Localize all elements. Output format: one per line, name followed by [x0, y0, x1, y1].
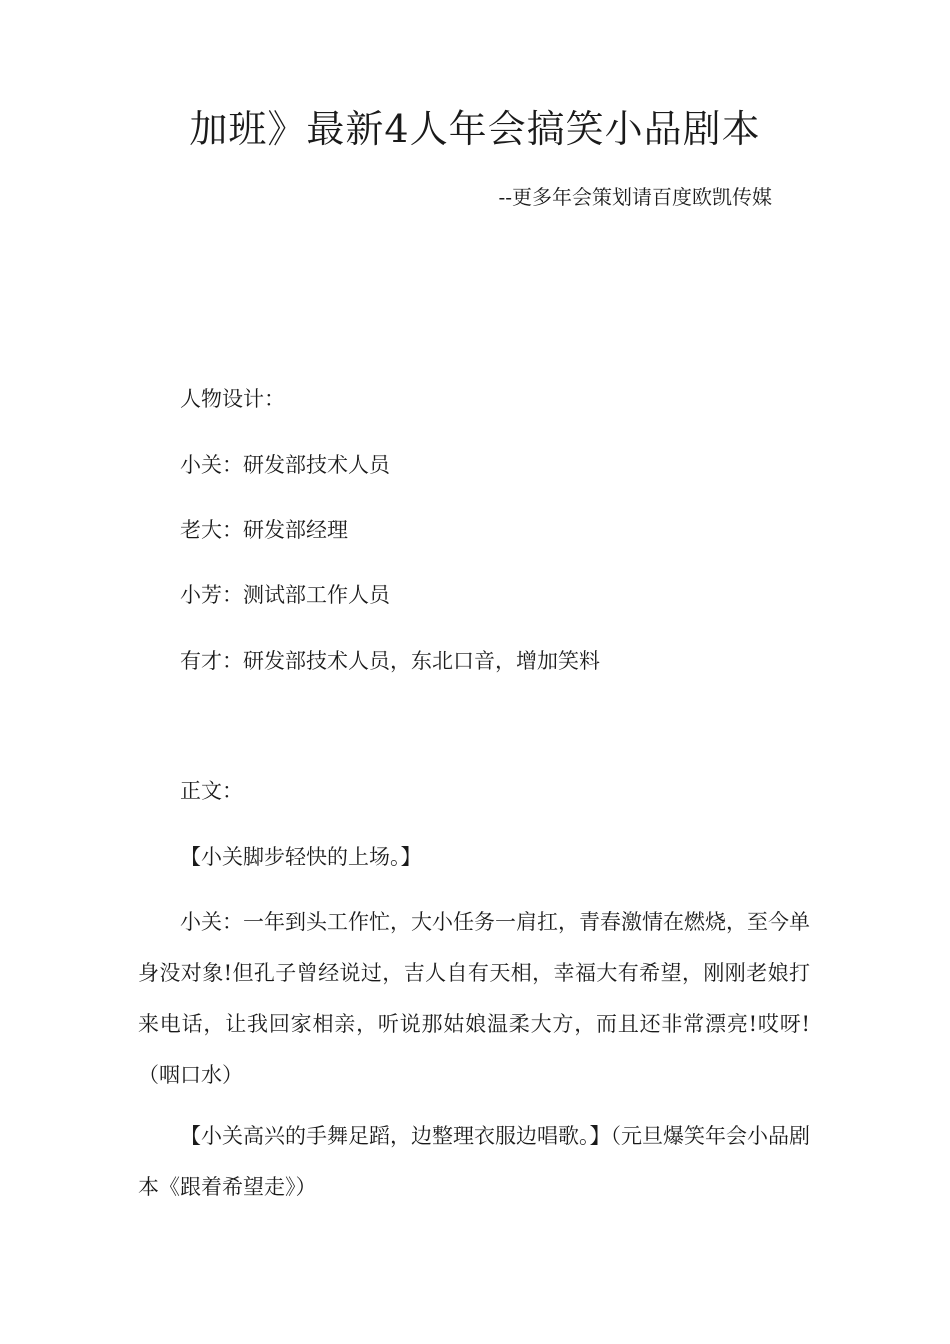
script-paragraph: 【小关高兴的手舞足蹈，边整理衣服边唱歌。】（元旦爆笑年会小品剧本《跟着希望走》） [138, 1124, 810, 1199]
document-title: 加班》最新4人年会搞笑小品剧本 [189, 107, 761, 151]
document-subtitle: --更多年会策划请百度欧凯传媒 [498, 185, 772, 209]
character-line: 小关：研发部技术人员 [180, 453, 390, 477]
body-heading: 正文： [180, 779, 243, 803]
script-paragraph: 小关：一年到头工作忙，大小任务一肩扛，青春激情在燃烧，至今单身没对象!但孔子曾经说过，吉人自有天相，幸福大有希望，刚刚老娘打来电话，让我回家相亲，听说那姑娘温柔大方，而且还非常漂亮!哎呀!（咽口水） [138, 910, 810, 1087]
character-line: 老大：研发部经理 [180, 518, 348, 542]
characters-heading: 人物设计： [180, 387, 285, 411]
character-line: 有才：研发部技术人员，东北口音，增加笑料 [180, 649, 600, 673]
character-line: 小芳：测试部工作人员 [180, 583, 390, 607]
stage-direction: 【小关脚步轻快的上场。】 [180, 845, 422, 869]
